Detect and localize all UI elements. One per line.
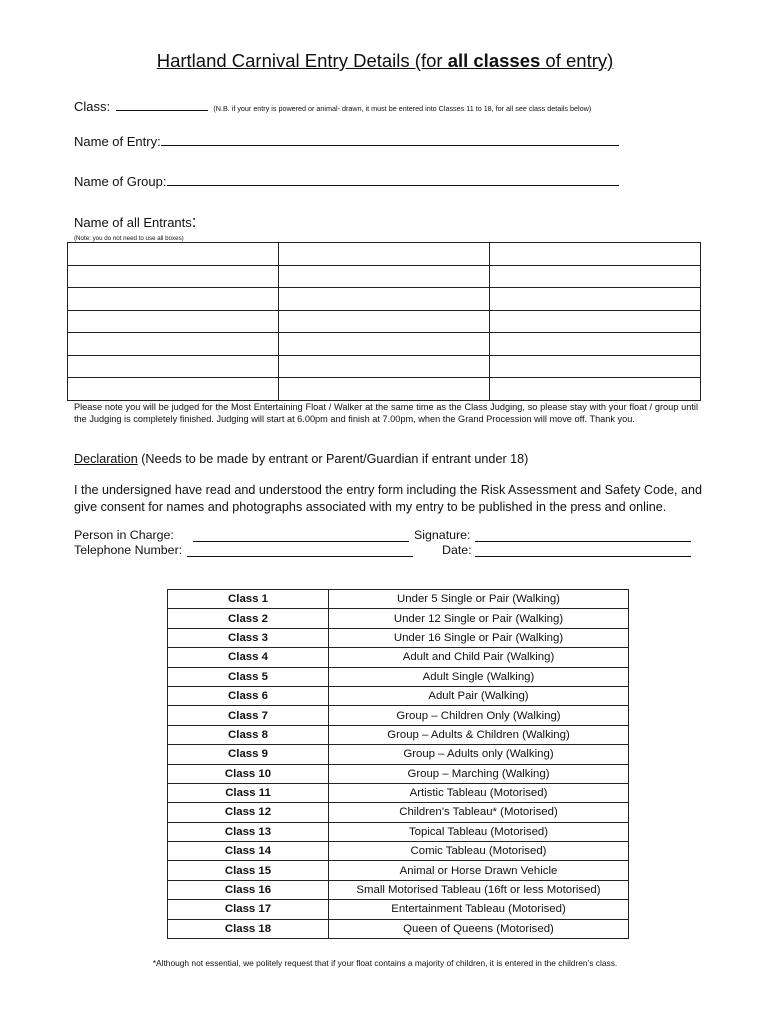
entrant-cell[interactable] (490, 265, 701, 288)
class-description: Group – Marching (Walking) (329, 764, 629, 783)
class-description: Entertainment Tableau (Motorised) (329, 900, 629, 919)
class-name: Class 17 (168, 900, 329, 919)
class-name: Class 16 (168, 880, 329, 899)
person-in-charge-label: Person in Charge: (74, 528, 174, 542)
person-in-charge-line[interactable] (193, 529, 409, 542)
class-row (168, 706, 629, 725)
class-row (168, 667, 629, 686)
class-row (168, 880, 629, 899)
entrant-cell[interactable] (68, 355, 279, 378)
name-of-entry-row (74, 133, 619, 149)
entrants-row (68, 265, 701, 288)
entrant-cell[interactable] (490, 288, 701, 311)
class-note: (N.B. if your entry is powered or animal- drawn, it must be entered into Classes 11 to 18, for all see class details below) (213, 104, 592, 113)
name-of-group-row (74, 173, 619, 189)
judging-note: Please note you will be judged for the Most Entertaining Float / Walker at the same time as the Class Judging, so please stay with your float / group until the Judging is completely finished. Judging will start at 6.00pm and finish at 7.00pm, when the Grand Procession will move off. Thank you. (74, 402, 698, 425)
class-description: Children’s Tableau* (Motorised) (329, 803, 629, 822)
entrant-cell[interactable] (279, 333, 490, 356)
class-name: Class 14 (168, 842, 329, 861)
class-name: Class 12 (168, 803, 329, 822)
name-of-group-line[interactable] (167, 173, 619, 186)
class-row (168, 803, 629, 822)
signature-label: Signature: (414, 528, 471, 542)
entrant-cell[interactable] (279, 288, 490, 311)
entrant-cell[interactable] (68, 310, 279, 333)
class-description: Under 5 Single or Pair (Walking) (329, 590, 629, 609)
class-description: Adult and Child Pair (Walking) (329, 648, 629, 667)
telephone-line[interactable] (187, 544, 413, 557)
class-row (168, 900, 629, 919)
name-of-entry-line[interactable] (161, 133, 619, 146)
class-name: Class 4 (168, 648, 329, 667)
entrant-cell[interactable] (490, 378, 701, 401)
class-description: Animal or Horse Drawn Vehicle (329, 861, 629, 880)
entrant-cell[interactable] (490, 243, 701, 266)
title-bold: all classes (447, 50, 541, 71)
class-description: Queen of Queens (Motorised) (329, 919, 629, 938)
class-description: Comic Tableau (Motorised) (329, 842, 629, 861)
entrants-row (68, 310, 701, 333)
class-description: Group – Adults & Children (Walking) (329, 725, 629, 744)
class-name: Class 15 (168, 861, 329, 880)
entrant-cell[interactable] (68, 243, 279, 266)
entrant-cell[interactable] (490, 310, 701, 333)
entrant-cell[interactable] (68, 288, 279, 311)
entrant-cell[interactable] (490, 355, 701, 378)
class-row (168, 745, 629, 764)
class-row (168, 842, 629, 861)
title-suffix: of entry) (540, 50, 614, 71)
entrant-cell[interactable] (279, 265, 490, 288)
class-name: Class 8 (168, 725, 329, 744)
class-name: Class 13 (168, 822, 329, 841)
signature-line[interactable] (475, 529, 691, 542)
entrants-row (68, 243, 701, 266)
entrants-heading (74, 212, 197, 232)
class-row (168, 822, 629, 841)
telephone-label: Telephone Number: (74, 543, 183, 557)
class-name: Class 3 (168, 628, 329, 647)
entrants-row (68, 378, 701, 401)
class-row (168, 764, 629, 783)
class-row (168, 861, 629, 880)
entrant-cell[interactable] (279, 355, 490, 378)
entrant-cell[interactable] (279, 378, 490, 401)
entrants-row (68, 333, 701, 356)
entrant-cell[interactable] (279, 243, 490, 266)
class-name: Class 6 (168, 686, 329, 705)
classes-table (167, 589, 629, 939)
class-input-line[interactable] (116, 98, 208, 111)
class-row (168, 590, 629, 609)
class-row (168, 783, 629, 802)
date-label: Date: (442, 543, 472, 557)
date-line[interactable] (475, 544, 691, 557)
entrants-label: Name of all Entrants (74, 215, 192, 230)
class-row (168, 919, 629, 938)
entrant-cell[interactable] (68, 333, 279, 356)
class-row (168, 686, 629, 705)
class-description: Adult Single (Walking) (329, 667, 629, 686)
page-title (0, 50, 770, 72)
declaration-heading: Declaration (74, 452, 138, 466)
entrants-colon: : (191, 212, 197, 231)
class-name: Class 7 (168, 706, 329, 725)
class-name: Class 1 (168, 590, 329, 609)
entrant-cell[interactable] (68, 378, 279, 401)
declaration-heading-row (74, 452, 528, 466)
class-description: Group – Adults only (Walking) (329, 745, 629, 764)
class-row (74, 98, 591, 114)
class-description: Small Motorised Tableau (16ft or less Motorised) (329, 880, 629, 899)
class-description: Under 16 Single or Pair (Walking) (329, 628, 629, 647)
name-of-entry-label: Name of Entry: (74, 134, 161, 149)
entrants-row (68, 355, 701, 378)
footnote: *Although not essential, we politely request that if your float contains a majority of children, it is entered in the children’s class. (152, 958, 618, 968)
entrants-row (68, 288, 701, 311)
class-name: Class 2 (168, 609, 329, 628)
entrants-table (67, 242, 701, 401)
class-row (168, 648, 629, 667)
class-description: Adult Pair (Walking) (329, 686, 629, 705)
class-row (168, 609, 629, 628)
declaration-body: I the undersigned have read and understood the entry form including the Risk Assessment and Safety Code, and give consent for names and photographs associated with my entry to be published in the press and online. (74, 483, 702, 514)
name-of-group-label: Name of Group: (74, 174, 167, 189)
entrant-cell[interactable] (279, 310, 490, 333)
declaration-subheading: (Needs to be made by entrant or Parent/Guardian if entrant under 18) (137, 452, 529, 466)
class-row (168, 725, 629, 744)
class-name: Class 9 (168, 745, 329, 764)
class-label: Class: (74, 99, 111, 114)
title-prefix: Hartland Carnival Entry Details (for (156, 50, 448, 71)
class-description: Artistic Tableau (Motorised) (329, 783, 629, 802)
class-row (168, 628, 629, 647)
class-name: Class 10 (168, 764, 329, 783)
entrant-cell[interactable] (68, 265, 279, 288)
entrants-note: (Note: you do not need to use all boxes) (74, 235, 184, 242)
class-name: Class 5 (168, 667, 329, 686)
class-description: Topical Tableau (Motorised) (329, 822, 629, 841)
class-name: Class 18 (168, 919, 329, 938)
class-description: Under 12 Single or Pair (Walking) (329, 609, 629, 628)
class-name: Class 11 (168, 783, 329, 802)
class-description: Group – Children Only (Walking) (329, 706, 629, 725)
entrant-cell[interactable] (490, 333, 701, 356)
